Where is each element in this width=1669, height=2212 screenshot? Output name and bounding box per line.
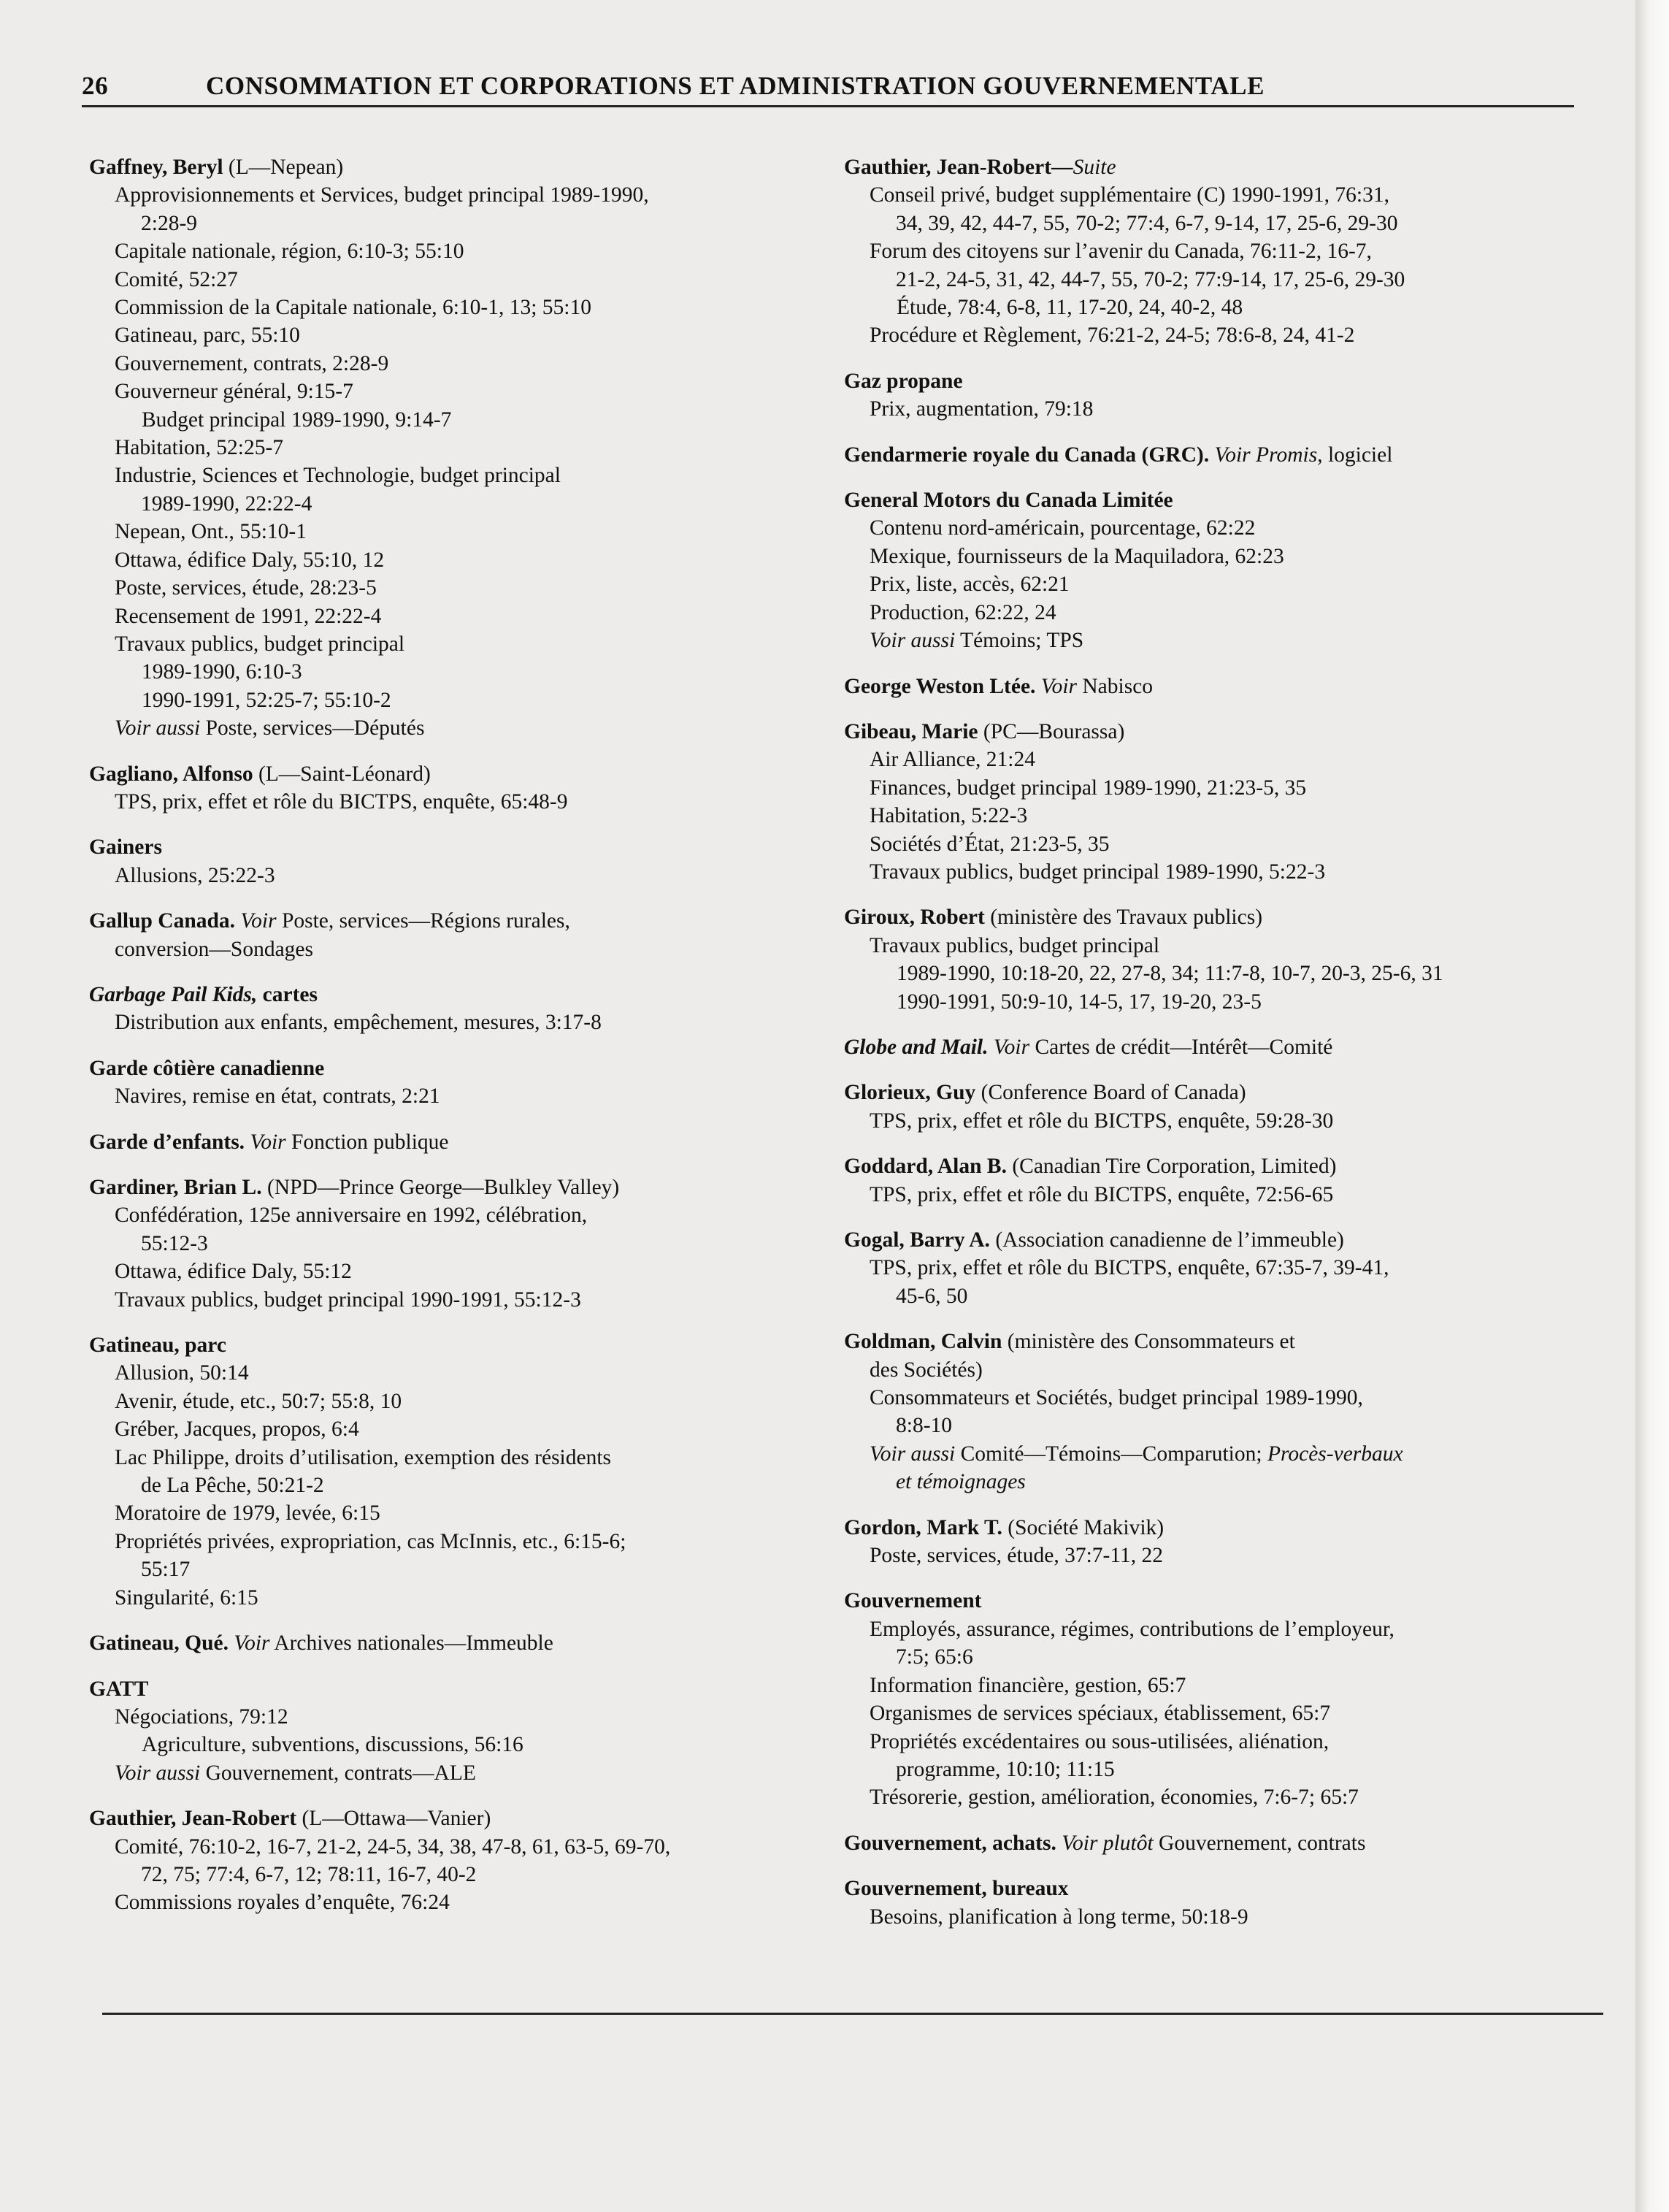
entry-line: Budget principal 1989-1990, 9:14-7 xyxy=(142,407,452,432)
entry-heading: Gordon, Mark T. (Société Makivik) xyxy=(844,1515,1165,1539)
page-number: 26 xyxy=(82,72,109,100)
index-entry xyxy=(89,833,825,889)
entry-line: Gatineau, parc, 55:10 xyxy=(115,324,300,348)
index-entry xyxy=(89,1128,825,1156)
entry-line: Gouverneur général, 9:15-7 xyxy=(115,380,353,404)
index-entry xyxy=(89,981,825,1037)
entry-line: Ottawa, édifice Daly, 55:10, 12 xyxy=(115,548,385,572)
entry-line: TPS, prix, effet et rôle du BICTPS, enquête, 72:56-65 xyxy=(870,1182,1334,1206)
entry-line: 1990-1991, 50:9-10, 14-5, 17, 19-20, 23-5 xyxy=(897,990,1262,1014)
entry-line: Gréber, Jacques, propos, 6:4 xyxy=(115,1417,359,1442)
entry-cross-reference: Voir aussi Poste, services—Députés xyxy=(115,716,425,740)
entry-line: Nepean, Ont., 55:10-1 xyxy=(115,520,307,544)
entry-line: Distribution aux enfants, empêchement, mesures, 3:17-8 xyxy=(115,1011,602,1035)
entry-line: Ottawa, édifice Daly, 55:12 xyxy=(115,1260,352,1284)
entry-line: Sociétés d’État, 21:23-5, 35 xyxy=(870,832,1110,856)
entry-line: Recensement de 1991, 22:22-4 xyxy=(115,604,382,628)
entry-heading: Gouvernement, bureaux xyxy=(844,1877,1069,1901)
entry-heading: Garde d’enfants. Voir Fonction publique xyxy=(89,1130,449,1154)
entry-line: Propriétés privées, expropriation, cas McInnis, etc., 6:15-6; 55:17 xyxy=(115,1529,626,1582)
entry-heading: Garde côtière canadienne xyxy=(89,1056,325,1080)
entry-line: Commission de la Capitale nationale, 6:10-1, 13; 55:10 xyxy=(115,296,592,320)
entry-line: Travaux publics, budget principal 1989-1990, 5:22-3 xyxy=(870,860,1326,884)
entry-heading: Gatineau, Qué. Voir Archives nationales—Immeuble xyxy=(89,1631,553,1656)
entry-cross-reference: Voir aussi Témoins; TPS xyxy=(870,629,1084,653)
entry-line: Procédure et Règlement, 76:21-2, 24-5; 78:6-8, 24, 41-2 xyxy=(870,324,1355,348)
entry-line: Commissions royales d’enquête, 76:24 xyxy=(115,1891,450,1915)
index-entry xyxy=(844,441,1580,469)
entry-heading: Gardiner, Brian L. (NPD—Prince George—Bulkley Valley) xyxy=(89,1176,620,1199)
index-column-right xyxy=(844,153,1580,1948)
entry-line: Prix, liste, accès, 62:21 xyxy=(870,573,1070,597)
entry-line: Travaux publics, budget principal xyxy=(115,632,405,656)
index-entry xyxy=(89,1629,825,1657)
index-entry xyxy=(844,1875,1580,1931)
entry-cross-reference: Voir aussi Gouvernement, contrats—ALE xyxy=(115,1761,476,1785)
index-entry xyxy=(844,367,1580,424)
entry-line: Mexique, fournisseurs de la Maquiladora, 62:23 xyxy=(870,544,1284,568)
index-entry xyxy=(844,486,1580,654)
entry-line: Habitation, 52:25-7 xyxy=(115,436,284,460)
page-title: CONSOMMATION ET CORPORATIONS ET ADMINISTRATION GOUVERNEMENTALE xyxy=(206,72,1265,100)
entry-line: Consommateurs et Sociétés, budget principal 1989-1990, 8:8-10 xyxy=(870,1386,1363,1438)
entry-heading: Gaffney, Beryl (L—Nepean) xyxy=(89,156,344,179)
entry-line: Avenir, étude, etc., 50:7; 55:8, 10 xyxy=(115,1389,402,1413)
entry-heading: Goldman, Calvin (ministère des Consommateurs et xyxy=(844,1330,1295,1354)
entry-heading: George Weston Ltée. Voir Nabisco xyxy=(844,674,1154,698)
index-entry xyxy=(844,1226,1580,1310)
entry-line: 1989-1990, 10:18-20, 22, 27-8, 34; 11:7-8, 10-7, 20-3, 25-6, 31 xyxy=(897,962,1443,986)
entry-heading: Garbage Pail Kids, cartes xyxy=(89,982,318,1006)
entry-line: Singularité, 6:15 xyxy=(115,1585,258,1610)
entry-heading: Gagliano, Alfonso (L—Saint-Léonard) xyxy=(89,762,431,786)
index-entry xyxy=(844,1587,1580,1811)
entry-line: Trésorerie, gestion, amélioration, économies, 7:6-7; 65:7 xyxy=(870,1786,1359,1810)
page-edge-shadow xyxy=(1635,0,1669,2212)
entry-line: Capitale nationale, région, 6:10-3; 55:10 xyxy=(115,240,464,264)
entry-heading: GATT xyxy=(89,1677,149,1701)
entry-heading: Globe and Mail. Voir Cartes de crédit—Intérêt—Comité xyxy=(844,1035,1333,1059)
entry-line: Poste, services, étude, 37:7-11, 22 xyxy=(870,1544,1163,1568)
index-entry xyxy=(89,1174,825,1314)
index-entry xyxy=(89,1675,825,1788)
entry-line: Information financière, gestion, 65:7 xyxy=(870,1673,1186,1697)
header-rule xyxy=(82,105,1574,107)
index-entry xyxy=(89,907,825,963)
entry-line: Poste, services, étude, 28:23-5 xyxy=(115,576,377,600)
entry-heading: Gogal, Barry A. (Association canadienne de l’immeuble) xyxy=(844,1228,1344,1252)
entry-heading: Gouvernement, achats. Voir plutôt Gouvernement, contrats xyxy=(844,1831,1366,1855)
entry-line: Besoins, planification à long terme, 50:18-9 xyxy=(870,1905,1248,1929)
entry-heading: Gouvernement xyxy=(844,1589,982,1613)
entry-line: 1990-1991, 52:25-7; 55:10-2 xyxy=(142,688,391,712)
index-entry xyxy=(844,718,1580,886)
entry-line: Agriculture, subventions, discussions, 56:16 xyxy=(142,1733,523,1757)
index-entry xyxy=(89,1331,825,1612)
entry-line: Confédération, 125e anniversaire en 1992, célébration, 55:12-3 xyxy=(115,1203,588,1255)
entry-line: Comité, 76:10-2, 16-7, 21-2, 24-5, 34, 38, 47-8, 61, 63-5, 69-70, 72, 75; 77:4, 6-7, 12; 78:11, 16-7, 40-2 xyxy=(115,1834,671,1886)
index-entry xyxy=(844,1829,1580,1857)
entry-cross-reference: conversion—Sondages xyxy=(115,937,314,961)
entry-line: des Sociétés) xyxy=(870,1358,983,1382)
index-entry xyxy=(844,1514,1580,1570)
index-entry xyxy=(844,1152,1580,1209)
index-entry xyxy=(89,760,825,816)
entry-line: Habitation, 5:22-3 xyxy=(870,804,1028,828)
entry-line: Finances, budget principal 1989-1990, 21:23-5, 35 xyxy=(870,776,1307,800)
entry-line: Prix, augmentation, 79:18 xyxy=(870,397,1094,421)
entry-heading: General Motors du Canada Limitée xyxy=(844,489,1173,513)
entry-line: Organismes de services spéciaux, établissement, 65:7 xyxy=(870,1702,1331,1726)
entry-line: TPS, prix, effet et rôle du BICTPS, enquête, 59:28-30 xyxy=(870,1109,1334,1133)
entry-line: 1989-1990, 6:10-3 xyxy=(142,660,302,684)
entry-line: Conseil privé, budget supplémentaire (C) 1990-1991, 76:31, 34, 39, 42, 44-7, 55, 70-2; 77:4, 6-7, 9-14, 17, 25-6, 29-30 xyxy=(870,183,1398,235)
entry-line: Allusions, 25:22-3 xyxy=(115,863,275,887)
entry-line: Étude, 78:4, 6-8, 11, 17-20, 24, 40-2, 48 xyxy=(897,296,1243,320)
entry-line: Forum des citoyens sur l’avenir du Canada, 76:11-2, 16-7, 21-2, 24-5, 31, 42, 44-7, 55, 70-2; 77:9-14, 17, 25-6, 29-30 xyxy=(870,240,1405,291)
index-entry xyxy=(844,903,1580,1016)
index-entry xyxy=(844,1328,1580,1496)
page-header xyxy=(82,72,1574,101)
entry-line: Industrie, Sciences et Technologie, budget principal 1989-1990, 22:22-4 xyxy=(115,464,561,516)
entry-line: Allusion, 50:14 xyxy=(115,1361,249,1385)
entry-line: Production, 62:22, 24 xyxy=(870,600,1056,624)
entry-line: Gouvernement, contrats, 2:28-9 xyxy=(115,351,389,375)
entry-line: Air Alliance, 21:24 xyxy=(870,748,1035,772)
entry-heading: Goddard, Alan B. (Canadian Tire Corporation, Limited) xyxy=(844,1155,1337,1179)
entry-line: Propriétés excédentaires ou sous-utilisées, aliénation, programme, 10:10; 11:15 xyxy=(870,1729,1330,1781)
entry-heading: Gatineau, parc xyxy=(89,1333,226,1358)
entry-heading: Gainers xyxy=(89,835,162,860)
index-entry xyxy=(844,673,1580,700)
entry-heading: Gauthier, Jean-Robert (L—Ottawa—Vanier) xyxy=(89,1807,491,1831)
entry-line: Comité, 52:27 xyxy=(115,267,238,291)
entry-line: Employés, assurance, régimes, contributions de l’employeur, 7:5; 65:6 xyxy=(870,1617,1394,1669)
entry-line: TPS, prix, effet et rôle du BICTPS, enquête, 65:48-9 xyxy=(115,789,568,814)
entry-line: Contenu nord-américain, pourcentage, 62:22 xyxy=(870,516,1256,540)
footer-rule xyxy=(102,2013,1603,2015)
entry-line: Travaux publics, budget principal xyxy=(870,933,1160,957)
entry-line: Moratoire de 1979, levée, 6:15 xyxy=(115,1501,380,1526)
index-entry xyxy=(89,153,825,743)
entry-heading: Gaz propane xyxy=(844,369,963,393)
entry-line: Négociations, 79:12 xyxy=(115,1704,288,1729)
entry-heading: Gauthier, Jean-Robert—Suite xyxy=(844,156,1116,179)
entry-cross-reference: Voir aussi Comité—Témoins—Comparution; Procès-verbaux et témoignages xyxy=(870,1442,1403,1494)
index-column-left xyxy=(89,153,825,1934)
entry-heading: Giroux, Robert (ministère des Travaux publics) xyxy=(844,906,1263,930)
index-entry xyxy=(89,1805,825,1917)
entry-heading: Glorieux, Guy (Conference Board of Canada) xyxy=(844,1081,1246,1105)
index-entry xyxy=(844,1033,1580,1061)
index-entry xyxy=(89,1055,825,1111)
index-entry xyxy=(844,153,1580,350)
entry-heading: Gendarmerie royale du Canada (GRC). Voir Promis, logiciel xyxy=(844,443,1393,467)
entry-line: Navires, remise en état, contrats, 2:21 xyxy=(115,1084,440,1109)
entry-line: Approvisionnements et Services, budget principal 1989-1990, 2:28-9 xyxy=(115,183,649,235)
entry-line: TPS, prix, effet et rôle du BICTPS, enquête, 67:35-7, 39-41, 45-6, 50 xyxy=(870,1256,1389,1308)
entry-line: Travaux publics, budget principal 1990-1991, 55:12-3 xyxy=(115,1287,581,1312)
entry-heading: Gibeau, Marie (PC—Bourassa) xyxy=(844,719,1125,743)
entry-line: Lac Philippe, droits d’utilisation, exemption des résidents de La Pêche, 50:21-2 xyxy=(115,1445,612,1498)
entry-heading: Gallup Canada. Voir Poste, services—Régions rurales, xyxy=(89,909,570,933)
index-entry xyxy=(844,1079,1580,1135)
